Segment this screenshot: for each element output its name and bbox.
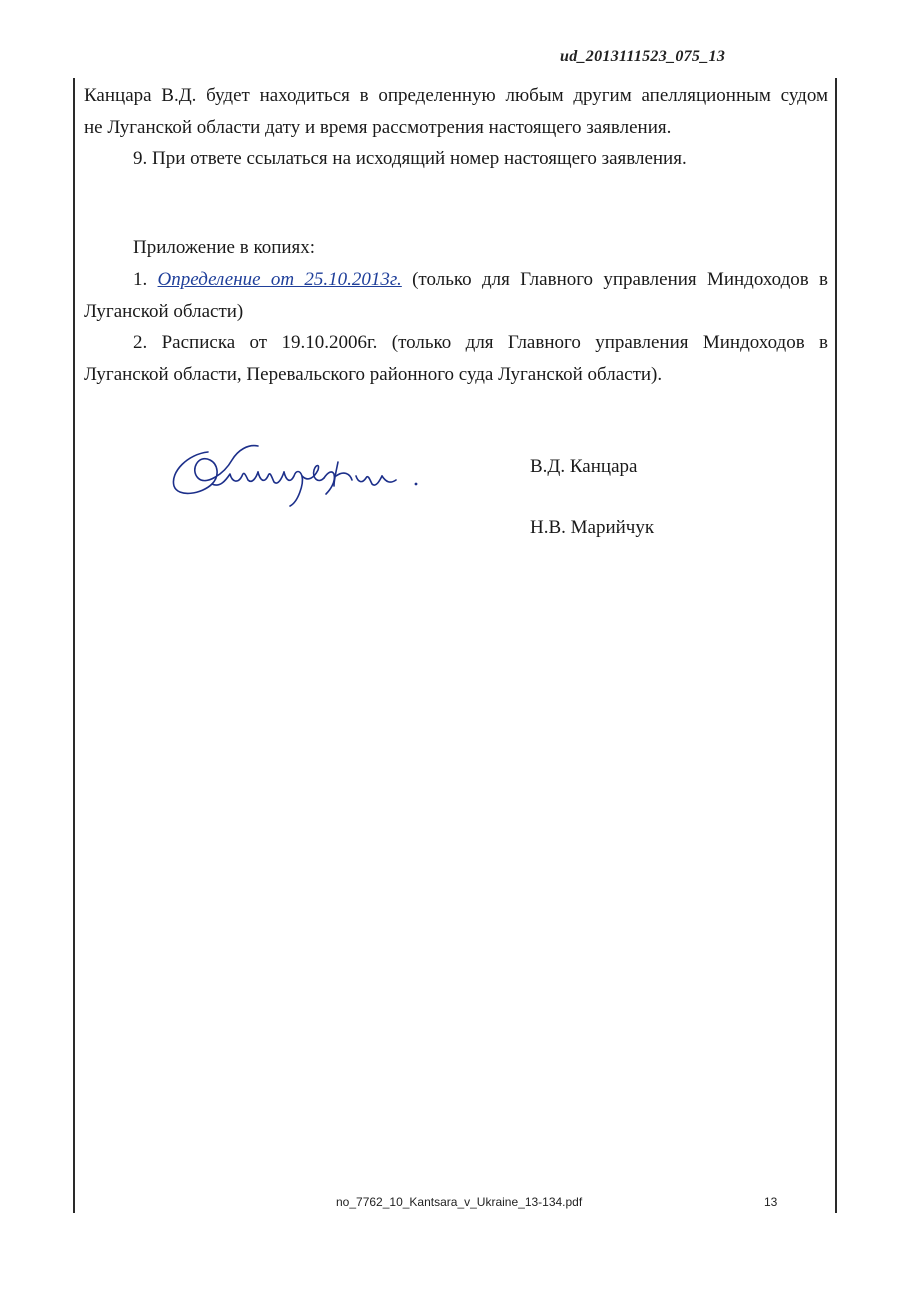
handwritten-signature (168, 430, 458, 520)
paragraph-item-9 (84, 143, 828, 175)
attachments-heading: Приложение в копиях: (133, 237, 316, 258)
paragraph-continuation (84, 80, 828, 144)
paragraph-line: Канцара В.Д. будет находиться в определенную любым другим апелляционным судом (84, 85, 828, 106)
attachment-line: Луганской области, Перевальского районного суда Луганской области). (84, 364, 663, 385)
signer-name: В.Д. Канцара (530, 456, 638, 477)
attachment-line (84, 264, 828, 296)
paragraph-line: не Луганской области дату и время рассмотрения настоящего заявления. (84, 117, 672, 138)
attachments-section (84, 232, 828, 264)
attachment-item-2 (84, 327, 828, 391)
document-id: ud_2013111523_075_13 (560, 48, 726, 65)
page-number: 13 (764, 1195, 778, 1209)
attachment-link[interactable]: Определение от 25.10.2013г. (157, 269, 402, 290)
attachment-text: (только для Главного управления Миндоходов в (412, 269, 829, 290)
left-margin-line (73, 78, 75, 1213)
signer-name: Н.В. Марийчук (530, 517, 655, 538)
attachment-item-1 (84, 264, 828, 328)
attachment-line: Луганской области) (84, 301, 244, 322)
footer-filename: no_7762_10_Kantsara_v_Ukraine_13-134.pdf (336, 1195, 583, 1209)
attachment-number: 1. (133, 269, 148, 290)
paragraph-line: 9. При ответе ссылаться на исходящий номер настоящего заявления. (133, 148, 687, 169)
attachment-line: 2. Расписка от 19.10.2006г. (только для Главного управления Миндоходов в (133, 332, 828, 353)
right-margin-line (835, 78, 837, 1213)
